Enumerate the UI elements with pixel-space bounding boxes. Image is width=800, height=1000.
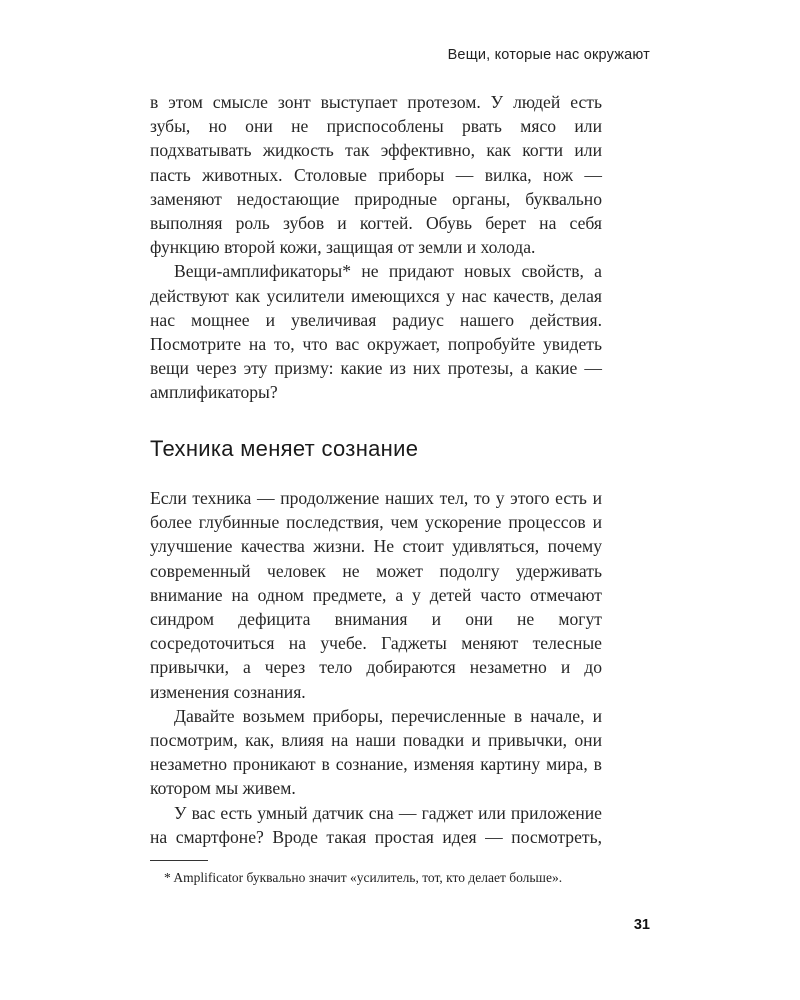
- page-number: 31: [633, 917, 650, 933]
- footnote: * Amplificator буквально значит «усилитель, тот, кто делает больше».: [164, 870, 563, 885]
- paragraph: в этом смысле зонт выступает протезом. У людей есть зубы, но они не приспособлены рвать мясо или подхватывать жидкость так эффективно, как когти или пасть животных. Столовые приборы — вилка, нож — заменяют недостающие природные органы, буквально выполняя роль зубов и когтей. Обувь берет на себя функцию второй кожи, защищая от земли и холода.: [150, 92, 602, 258]
- paragraph: У вас есть умный датчик сна — гаджет или приложение на смартфоне? Вроде такая простая идея — посмотреть,: [150, 802, 602, 847]
- text-block-intro: [150, 90, 602, 405]
- paragraph: Вещи-амплификаторы* не придают новых свойств, а действуют как усилители имеющихся у нас качеств, делая нас мощнее и увеличивая радиус нашего действия. Посмотрите на то, что вас окружает, попробуйте увидеть вещи через эту призму: какие из них протезы, а какие — амплификаторы?: [150, 261, 602, 403]
- paragraph: Давайте возьмем приборы, перечисленные в начале, и посмотрим, как, влияя на наши повадки и привычки, они незаметно проникают в сознание, изменяя картину мира, в котором мы живем.: [150, 705, 602, 799]
- text-block-section: [150, 486, 602, 849]
- section-heading: Техника меняет сознание: [150, 436, 419, 461]
- running-header: Вещи, которые нас окружают: [447, 47, 650, 63]
- paragraph: Если техника — продолжение наших тел, то у этого есть и более глубинные последствия, чем ускорение процессов и улучшение качества жизни. Не стоит удивляться, почему современный человек не может подолгу удерживать внимание на одном предмете, а у детей часто отмечают синдром дефицита внимания и они не могут сосредоточиться на учебе. Гаджеты меняют телесные привычки, а через тело добираются незаметно и до изменения сознания.: [150, 488, 602, 702]
- footnote-divider: [150, 860, 208, 861]
